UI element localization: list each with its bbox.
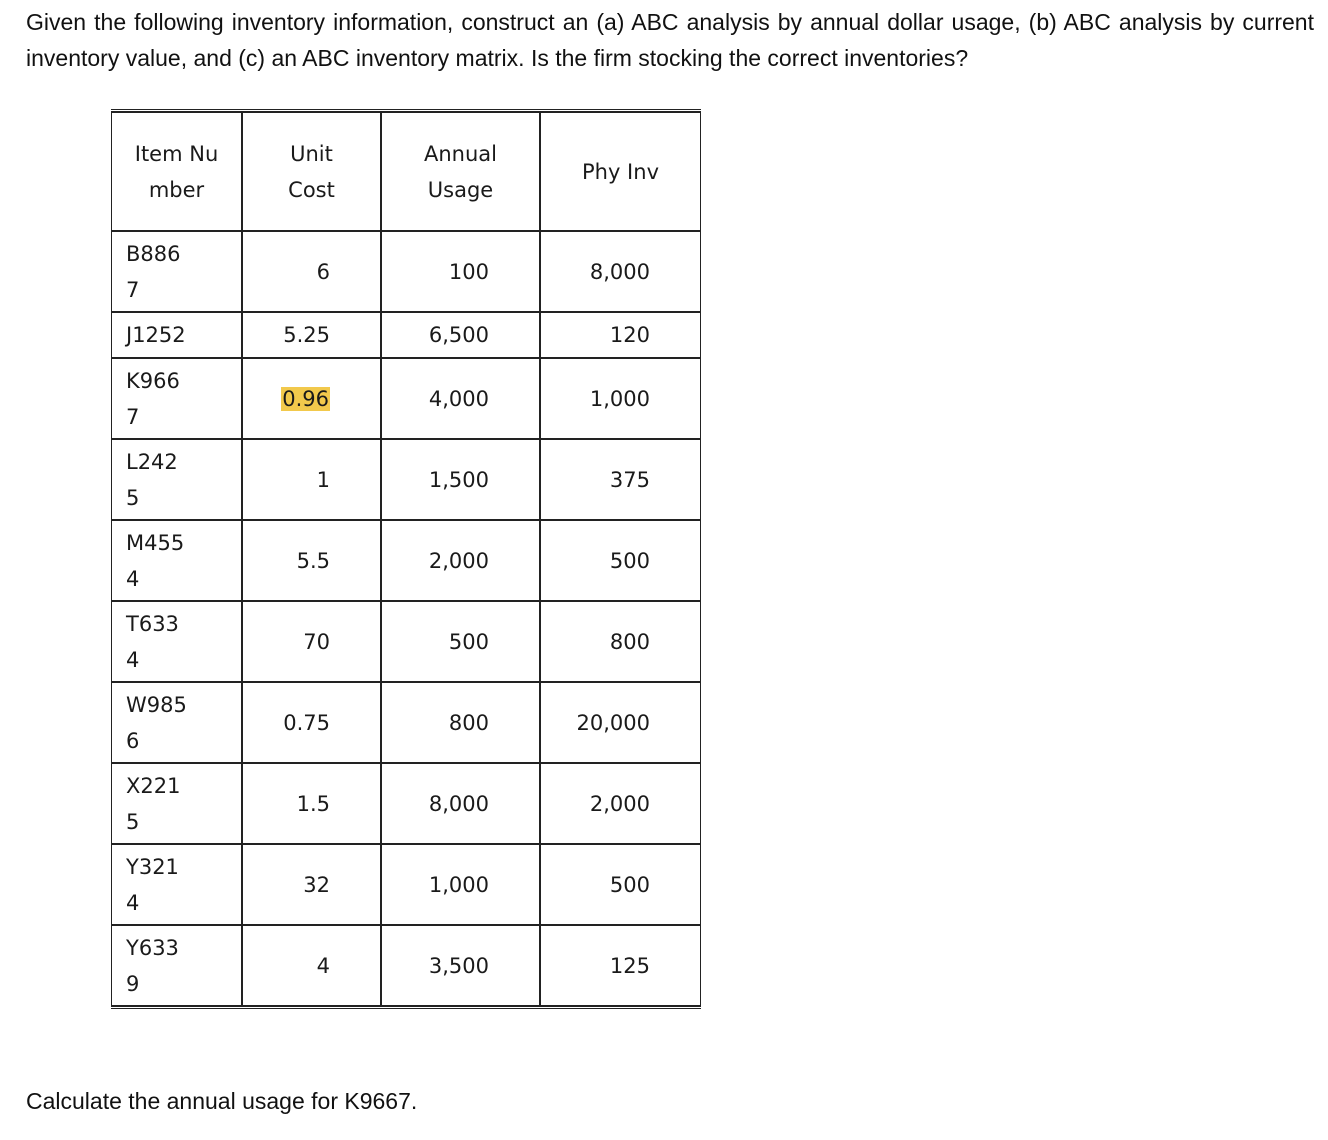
cell-item: T6334	[111, 601, 242, 682]
cell-unit-cost: 4	[242, 925, 381, 1006]
cell-annual-usage: 4,000	[381, 358, 540, 439]
table-row	[111, 231, 701, 312]
cell-phy-inv: 500	[540, 844, 701, 925]
cell-phy-inv: 120	[540, 312, 701, 358]
highlighted-value: 0.96	[282, 386, 329, 411]
table-row	[111, 925, 701, 1006]
table-header-row	[111, 112, 701, 231]
table-row	[111, 520, 701, 601]
cell-unit-cost	[242, 358, 381, 439]
cell-item: Y3214	[111, 844, 242, 925]
cell-annual-usage: 500	[381, 601, 540, 682]
cell-phy-inv: 8,000	[540, 231, 701, 312]
inventory-table	[111, 109, 701, 1009]
question-text: Given the following inventory information, construct an (a) ABC analysis by annual dollar usage, (b) ABC analysis by current inventory value, and (c) an ABC inventory matrix. Is the firm stocking the correct inventories?	[26, 9, 1314, 71]
cell-item: W9856	[111, 682, 242, 763]
table-row	[111, 358, 701, 439]
cell-annual-usage: 1,500	[381, 439, 540, 520]
cell-phy-inv: 2,000	[540, 763, 701, 844]
header-item-number: Item Number	[111, 112, 242, 231]
table-row	[111, 682, 701, 763]
cell-unit-cost: 1	[242, 439, 381, 520]
cell-item: J1252	[111, 312, 242, 358]
cell-phy-inv: 20,000	[540, 682, 701, 763]
table-row	[111, 844, 701, 925]
cell-phy-inv: 500	[540, 520, 701, 601]
cell-unit-cost: 6	[242, 231, 381, 312]
header-annual-usage: Annual Usage	[381, 112, 540, 231]
cell-unit-cost: 70	[242, 601, 381, 682]
cell-annual-usage: 2,000	[381, 520, 540, 601]
table-row	[111, 312, 701, 358]
cell-item: X2215	[111, 763, 242, 844]
cell-item: M4554	[111, 520, 242, 601]
cell-annual-usage: 3,500	[381, 925, 540, 1006]
cell-unit-cost: 5.5	[242, 520, 381, 601]
header-unit-cost: Unit Cost	[242, 112, 381, 231]
cell-phy-inv: 125	[540, 925, 701, 1006]
table-row	[111, 439, 701, 520]
cell-unit-cost: 1.5	[242, 763, 381, 844]
cell-unit-cost: 32	[242, 844, 381, 925]
cell-item: K9667	[111, 358, 242, 439]
cell-phy-inv: 375	[540, 439, 701, 520]
cell-annual-usage: 100	[381, 231, 540, 312]
cell-unit-cost: 5.25	[242, 312, 381, 358]
cell-unit-cost: 0.75	[242, 682, 381, 763]
cell-annual-usage: 8,000	[381, 763, 540, 844]
table-row	[111, 763, 701, 844]
cell-item: L2425	[111, 439, 242, 520]
cell-phy-inv: 800	[540, 601, 701, 682]
cell-item: Y6339	[111, 925, 242, 1006]
footer-question: Calculate the annual usage for K9667.	[26, 1088, 418, 1114]
cell-item: B8867	[111, 231, 242, 312]
cell-phy-inv: 1,000	[540, 358, 701, 439]
cell-annual-usage: 1,000	[381, 844, 540, 925]
cell-annual-usage: 6,500	[381, 312, 540, 358]
table-row	[111, 601, 701, 682]
cell-annual-usage: 800	[381, 682, 540, 763]
header-phy-inv: Phy Inv	[540, 112, 701, 231]
